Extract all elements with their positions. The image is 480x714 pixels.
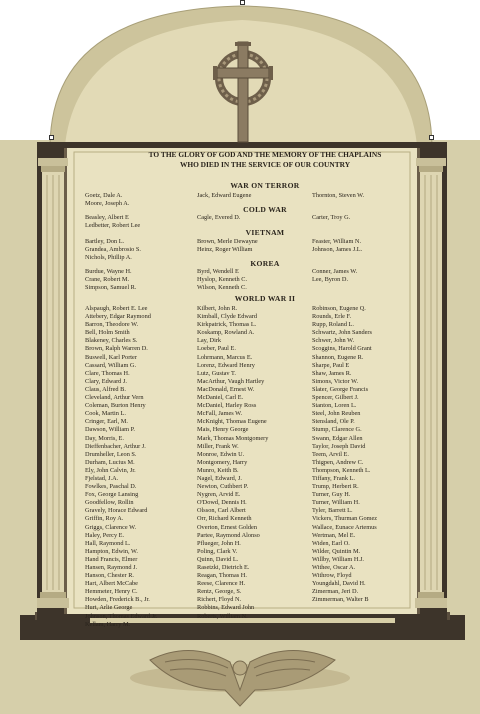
names-war-on-terror-right: Thornton, Steven W. [312, 192, 365, 199]
header-line-2: WHO DIED IN THE SERVICE OF OUR COUNTRY [179, 159, 351, 169]
selection-handle-top-right[interactable] [429, 135, 434, 140]
names-wwii-mid: Kilbert, John R. Kimball, Clyde Edward Kirkpatrick, Thomas L. Koskamp, Rowland A. Lay, Dirk Loeber, Paul E. Lohrmann, Marcus E. Lorenz, Edward Henry Lutz, Gustav T. MacArthur, Vaugh Hartley MacDonald, Ernest W. McDaniel, Carl E. McDaniel, Harley Ross McFall, James W. McKnight, Thomas Eugene Mais, Henry George Mark, Thomas Montgomery Miller, Frank W. Monroe, Edwin U. Montgomery, Harry Munro, Keith B. Nagel, Edward, J. Newton, Cuthbert P. Nygren, Arvid E. O'Dowd, Dennis H. Olsson, Carl Albert Orr, Richard Kenneth Overton, Ernest Golden Partee, Raymond Alonso Pflueger, John H. Poling, Clark V. Quinn, David L. Rasetzki, Dietrich E. Reagan, Thomas H. Reese, Clarence H. Rentz, George, S. Richert, Floyd N. Robbins, Edward John Roberts, William N. [197, 305, 269, 620]
plaque-header [126, 150, 404, 169]
names-vietnam-left: Bartley, Don L. Grandea, Ambrosio S. Nichols, Phillip A. [85, 238, 141, 262]
names-cold-war-left: Beasley, Albert E Ledbetter, Robert Lee [85, 214, 141, 230]
names-war-on-terror-left: Goetz, Dale A. Moore, Joseph A. [85, 192, 130, 208]
names-cold-war-right: Carter, Troy G. [312, 214, 351, 221]
header-line-1: TO THE GLORY OF GOD AND THE MEMORY OF THE CHAPLAINS [148, 150, 382, 159]
names-korea-mid: Byrd, Wendell E Hyslop, Kenneth C. Wilson, Kenneth C. [197, 268, 248, 292]
names-vietnam-mid: Brown, Merle Dewayne Heinz, Roger William [197, 238, 258, 254]
names-korea-right: Conner, James W. Lee, Byron D. [312, 268, 358, 284]
names-vietnam-right: Feaster, William N. Johnson, James J.L. [312, 238, 363, 254]
selection-handle-top[interactable] [240, 0, 245, 5]
section-title-world-war-ii: WORLD WAR II [234, 294, 296, 303]
section-title-war-on-terror: WAR ON TERROR [230, 181, 300, 190]
names-wwii-right: Robinson, Eugene Q. Rounds, Erle F. Rupp, Roland L. Schwartz, John Sanders Schwer, John W. Scoggins, Harold Grant Shannon, Eugene R. Sharpe, Paul E Shaw, James R. Simons, Victor W. Slater, George Francis Spencer, Gilbert J. Stanton, Loren L. Steel, John Reuben Stensland, Ole P. Stump, Clarence G. Swann, Edgar Allen Taylor, Joseph David Teem, Arvil E. Thigpen, Andrew C. Thompson, Kenneth L. Tiffany, Frank L. Trump, Herbert R. Turner, Guy H. Turner, William H. Tyler, Barrett L. Vickers, Thurman Gomez Wallace, Eunace Artemus Wertman, Mel E. Widen, Earl O. Wilder, Quintin M. Willby, William H.J. Withee, Oscar A. Withrow, Floyd Youngdahl, David H. Zimerman, Jeri D. Zimmerman, Walter B [312, 305, 378, 604]
section-title-korea: KOREA [250, 259, 280, 268]
section-title-vietnam: VIETNAM [245, 228, 285, 237]
names-korea-left: Burdue, Wayne H. Crane, Robert M. Simpson, Samuel R. [85, 268, 137, 292]
names-wwii-left: Alspaugh, Robert E. Lee Attebery, Edgar Raymond Barron, Theodore W. Bell, Holm Smith Blakeney, Charles S. Brown, Ralph Warren D. Buswell, Karl Porter Cassard, William G. Clare, Thomas H. Clary, Edward J. Claus, Alfred B. Cleveland, Arthur Vern Coleman, Burton Henry Cook, Martin L. Cringer, Earl, M. Dawson, William P. Day, Morris, E. Dieffenbacher, Arthur J. Drumheller, Leon S. Durham, Lucius M. Ely, John Calvin, Jr. Fjelstad, J.A. Fowlkes, Paschal D. Fox, George Lansing Goodfellow, Rollin Gravely, Horace Edward Griffin, Roy A. Griggs, Clarence W. Haley, Percy E. Hall, Raymond L. Hampton, Edwin, W. Hand Francis, Elmer Hansen, Raymond J. Hanson, Chester R. Hart, Albert McCabe Hemmeter, Henry C. Howden, Frederick B., Jr. Hurt, Arlie George Johnson, Thomas Edward Jr. Kellam, Harry M. [85, 305, 158, 628]
selection-handle-top-left[interactable] [49, 135, 54, 140]
names-war-on-terror-mid: Jack, Edward Eugene [197, 192, 252, 199]
names-cold-war-mid: Cagle, Evered D. [197, 214, 241, 221]
section-title-cold-war: COLD WAR [243, 205, 287, 214]
